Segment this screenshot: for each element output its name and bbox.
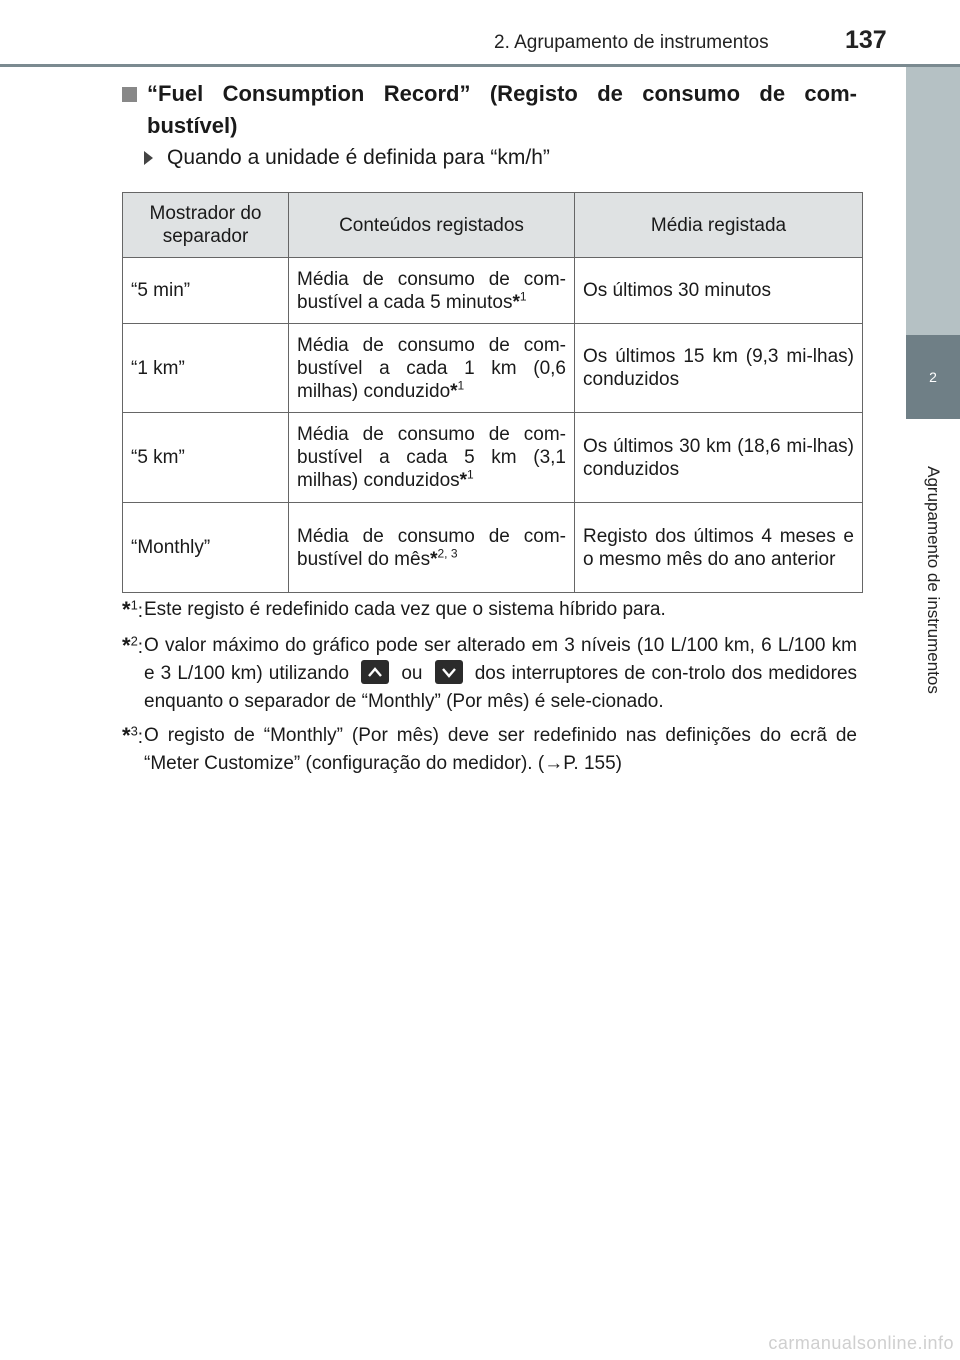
section-heading: [122, 78, 857, 142]
chevron-down-icon: [435, 660, 463, 684]
cell-recorded: Registo dos últimos 4 meses e o mesmo mês do ano anterior: [575, 503, 863, 593]
table-header-row: [123, 193, 863, 258]
watermark: carmanualsonline.info: [768, 1333, 954, 1353]
section-title-line1: “Fuel Consumption Record” (Registo de consumo de com-: [147, 81, 857, 106]
column-header-contents: Conteúdos registados: [289, 193, 575, 258]
footnote-star-icon: *: [459, 470, 468, 491]
cell-tab: “5 km”: [123, 413, 289, 503]
page-number: 137: [845, 26, 887, 54]
side-tab-label: Agrupamento de instrumentos: [924, 466, 943, 694]
footnote-ref: 2, 3: [437, 546, 458, 561]
footnote-text-after: dos interruptores de con-trolo dos medidores enquanto o separador de “Monthly” (Por mês) é sele-cionado.: [144, 663, 858, 712]
footnote-star-icon: *: [512, 291, 520, 313]
footnote-3: [122, 722, 857, 778]
cell-content-text: Média de consumo de com-bustível a cada 5 minutos: [297, 268, 566, 313]
cell-content-text: Média de consumo de com-bustível a cada 1 km (0,6 milhas) conduzido: [297, 334, 566, 402]
cell-content: [289, 258, 575, 324]
side-tab-number: 2: [906, 335, 960, 419]
subheading-text: Quando a unidade é definida para “km/h”: [167, 146, 550, 169]
table-row: [123, 258, 863, 324]
footnote-mark-number: 2: [130, 633, 138, 649]
footnote-star-icon: *: [122, 597, 131, 622]
chevron-up-icon: [361, 660, 389, 684]
cell-content: [289, 503, 575, 593]
footnote-mark: *$^2$:: [122, 633, 144, 658]
footnote-star-icon: *: [122, 633, 131, 658]
cell-recorded: Os últimos 30 minutos: [575, 258, 863, 324]
fuel-record-table: [122, 192, 863, 593]
column-header-recorded: Média registada: [575, 193, 863, 258]
footnote-star-icon: *: [122, 723, 131, 748]
footnote-mark: *$^1$:: [122, 597, 144, 622]
footnote-text: O registo de “Monthly” (Por mês) deve ser redefinido nas definições do ecrã de “Meter Customize” (configuração do medidor). (→P. 155): [144, 725, 857, 774]
side-tab-strip: [906, 67, 960, 335]
footnote-text-before: O valor máximo do gráfico pode ser alterado em 3 níveis (10 L/100 km, 6 L/100 km e 3 L/100 km) utilizando: [144, 635, 857, 684]
footnote-star-icon: *: [450, 380, 458, 402]
footnote-ref: 1: [467, 467, 474, 482]
footnote-text: [144, 632, 857, 716]
header-section-title: 2. Agrupamento de instrumentos: [494, 32, 769, 53]
footnote-2: [122, 632, 857, 716]
cell-content-text: Média de consumo de com-bustível a cada 5 km (3,1 milhas) conduzidos: [297, 424, 566, 491]
header-rule: [0, 64, 960, 67]
cell-recorded: Os últimos 30 km (18,6 mi-lhas) conduzidos: [575, 413, 863, 503]
footnote-ref: 1: [457, 378, 465, 393]
table-row: [123, 324, 863, 413]
footnote-1: [122, 596, 857, 626]
footnote-ref: 1: [519, 289, 527, 304]
square-bullet-icon: [122, 87, 137, 102]
triangle-bullet-icon: [144, 151, 153, 165]
footnote-star-icon: *: [430, 548, 438, 570]
subheading: [144, 146, 550, 170]
footnote-text: Este registo é redefinido cada vez que o sistema híbrido para.: [144, 599, 666, 620]
footnote-mark-number: 3: [130, 723, 138, 739]
cell-content: [289, 413, 575, 503]
footnotes: [122, 596, 857, 784]
cell-content-text: Média de consumo de com-bustível do mês: [297, 525, 566, 570]
cell-recorded: Os últimos 15 km (9,3 mi-lhas) conduzidos: [575, 324, 863, 413]
section-title-line2: bustível): [147, 113, 238, 138]
cell-content: [289, 324, 575, 413]
table-row: [123, 413, 863, 503]
cell-tab: “1 km”: [123, 324, 289, 413]
cell-tab: “Monthly”: [123, 503, 289, 593]
table-row: [123, 503, 863, 593]
footnote-mark: *$^3$:: [122, 723, 144, 748]
column-header-tab: Mostrador do separador: [123, 193, 289, 258]
cell-tab: “5 min”: [123, 258, 289, 324]
footnote-mark-number: 1: [130, 597, 138, 613]
footnote-text-mid: ou: [401, 663, 423, 684]
